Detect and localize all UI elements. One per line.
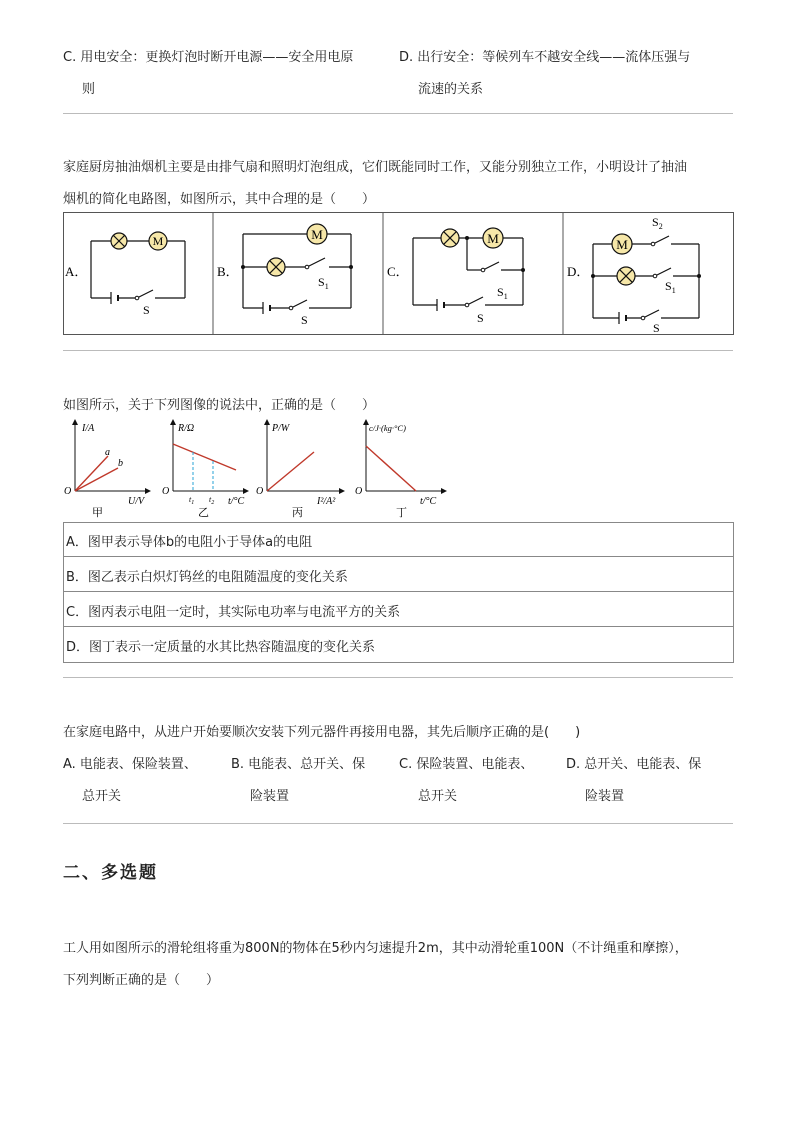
- q1-option-d-label[interactable]: D．: [567, 264, 590, 279]
- q2-stem: 如图所示，关于下列图像的说法中，正确的是（ ）: [63, 398, 376, 413]
- motor-label: M: [616, 237, 628, 252]
- graph-yi-xlabel: t/°C: [228, 496, 245, 507]
- switch-s1-label: $S_1$: [318, 275, 329, 291]
- switch-label: S: [301, 313, 308, 327]
- circuit-d: [593, 236, 699, 324]
- graph-bing-origin: O: [256, 486, 264, 497]
- lamp-icon: [617, 267, 635, 285]
- graph-ding-name: 丁: [396, 507, 407, 519]
- prev-option-d-line1: D. 出行安全：等候列车不越安全线——流体压强与: [399, 50, 691, 65]
- graph-yi-ylabel: R/Ω: [178, 423, 195, 434]
- lamp-icon: [267, 258, 285, 276]
- graph-ding-origin: O: [355, 486, 363, 497]
- q3-option-b-line2: 险装置: [250, 789, 290, 804]
- switch-s1-label: $S_1$: [497, 285, 508, 301]
- graph-ding-ylabel: c/J·(kg·°C): [369, 423, 406, 433]
- graph-yi-origin: O: [162, 486, 170, 497]
- q2-graphs: [60, 416, 460, 520]
- switch-label: S: [653, 321, 660, 335]
- prev-option-d-line2: 流速的关系: [418, 82, 484, 97]
- motor-label: M: [487, 231, 499, 246]
- graph-bing-ylabel: P/W: [272, 423, 290, 434]
- graph-jia-name: 甲: [92, 507, 103, 519]
- q2-option-c[interactable]: C．图丙表示电阻一定时，其实际电功率与电流平方的关系: [66, 605, 401, 620]
- graph-bing-xlabel: I²/A²: [317, 496, 336, 507]
- q2-option-b[interactable]: B．图乙表示白炽灯钨丝的电阻随温度的变化关系: [66, 570, 348, 585]
- q3-option-a[interactable]: A. 电能表、保险装置、: [63, 757, 197, 772]
- q1-circuit-table: [63, 212, 734, 335]
- line-a-label: a: [105, 447, 110, 458]
- switch-label: S: [477, 311, 484, 325]
- section-heading: 二、多选题: [63, 863, 158, 883]
- divider: [63, 113, 733, 114]
- q2-option-d[interactable]: D．图丁表示一定质量的水其比热容随温度的变化关系: [66, 640, 376, 655]
- q3-option-c-line2: 总开关: [418, 789, 458, 804]
- q1-option-a-label[interactable]: A．: [65, 264, 88, 279]
- q3-option-b[interactable]: B. 电能表、总开关、保: [231, 757, 366, 772]
- q3-option-d[interactable]: D. 总开关、电能表、保: [566, 757, 702, 772]
- q1-option-c-label[interactable]: C．: [387, 264, 409, 279]
- q4-stem-line2: 下列判断正确的是（ ）: [63, 973, 220, 988]
- q3-option-d-line2: 险装置: [585, 789, 625, 804]
- q1-option-b-label[interactable]: B．: [217, 264, 239, 279]
- prev-option-c-line2: 则: [82, 82, 96, 97]
- circuit-a: [91, 241, 185, 304]
- graph-jia-ylabel: I/A: [82, 423, 95, 434]
- q1-stem-line1: 家庭厨房抽油烟机主要是由排气扇和照明灯泡组成，它们既能同时工作，又能分别独立工作，小明设计了抽油: [63, 160, 688, 175]
- q2-option-a[interactable]: A．图甲表示导体b的电阻小于导体a的电阻: [66, 535, 313, 550]
- tick-t1: $t_1$: [189, 495, 195, 506]
- divider: [63, 350, 733, 351]
- circuit-b: [243, 234, 351, 314]
- lamp-icon: [111, 233, 127, 249]
- divider: [63, 677, 733, 678]
- tick-t2: $t_2$: [209, 495, 215, 506]
- prev-option-c-line1: C. 用电安全：更换灯泡时断开电源——安全用电原: [63, 50, 354, 65]
- graph-jia-origin: O: [64, 486, 72, 497]
- q3-option-c[interactable]: C. 保险装置、电能表、: [399, 757, 534, 772]
- q3-option-a-line2: 总开关: [82, 789, 122, 804]
- q4-stem-line1: 工人用如图所示的滑轮组将重为800N的物体在5秒内匀速提升2m，其中动滑轮重100N（不计绳重和摩擦），: [63, 941, 688, 956]
- q3-stem: 在家庭电路中，从进户开始要顺次安装下列元器件再接用电器，其先后顺序正确的是( ): [63, 725, 581, 740]
- motor-label: M: [311, 227, 323, 242]
- lamp-icon: [441, 229, 459, 247]
- motor-label: M: [152, 234, 164, 248]
- q1-stem-line2: 烟机的简化电路图，如图所示，其中合理的是（ ）: [63, 192, 376, 207]
- graph-jia-xlabel: U/V: [128, 496, 145, 507]
- switch-s2-label: $S_2$: [652, 215, 663, 231]
- divider: [63, 823, 733, 824]
- graph-ding-xlabel: t/°C: [420, 496, 437, 507]
- switch-label: S: [143, 303, 150, 317]
- graph-bing-name: 丙: [292, 507, 303, 519]
- graph-yi-name: 乙: [198, 507, 209, 519]
- switch-s1-label: $S_1$: [665, 279, 676, 295]
- line-b-label: b: [118, 458, 123, 469]
